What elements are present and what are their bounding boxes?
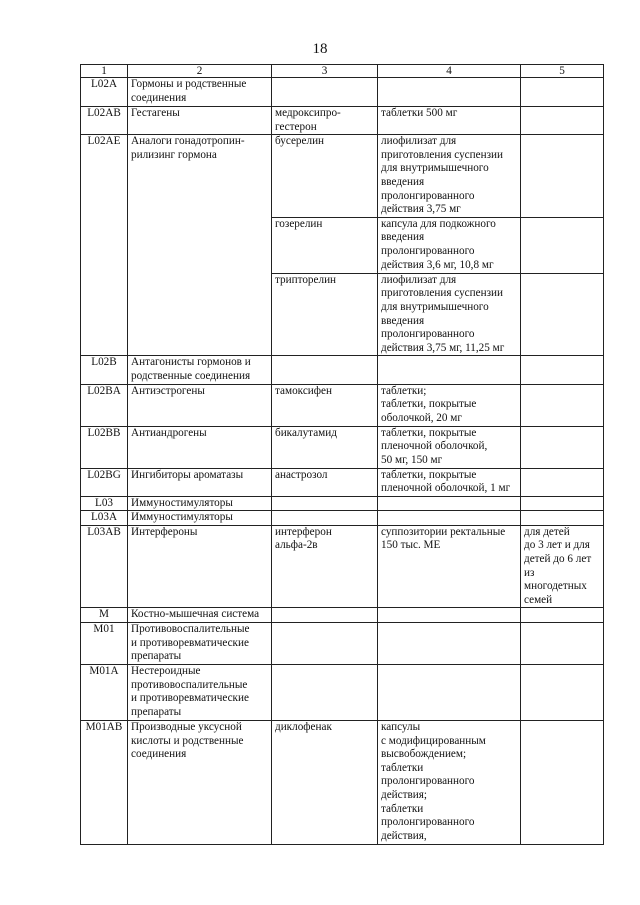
atc-group: Аналоги гонадотропин- рилизинг гормона: [128, 135, 272, 356]
atc-group: Интерфероны: [128, 525, 272, 608]
atc-group: Производные уксусной кислоты и родственные соединения: [128, 721, 272, 845]
note: [521, 665, 604, 721]
atc-code: L03A: [81, 511, 128, 526]
atc-code: M01A: [81, 665, 128, 721]
note: [521, 217, 604, 273]
note: [521, 511, 604, 526]
atc-group: Антиэстрогены: [128, 384, 272, 426]
atc-group: Гормоны и родственные соединения: [128, 78, 272, 107]
dosage-form: капсула для подкожного введения пролонгированного действия 3,6 мг, 10,8 мг: [378, 217, 521, 273]
note: [521, 273, 604, 356]
atc-code: L03: [81, 496, 128, 511]
atc-code: L02A: [81, 78, 128, 107]
dosage-form: [378, 608, 521, 623]
note: [521, 468, 604, 496]
substance: [272, 78, 378, 107]
atc-group: Противовоспалительные и противоревматические препараты: [128, 623, 272, 665]
substance: бусерелин: [272, 135, 378, 218]
table-row: [81, 721, 604, 845]
substance: [272, 356, 378, 384]
atc-group: Антагонисты гормонов и родственные соединения: [128, 356, 272, 384]
substance: тамоксифен: [272, 384, 378, 426]
table-row: [81, 356, 604, 384]
substance: [272, 511, 378, 526]
note: [521, 135, 604, 218]
dosage-form: таблетки, покрытые пленочной оболочкой, 50 мг, 150 мг: [378, 426, 521, 468]
substance: анастрозол: [272, 468, 378, 496]
table-row: [81, 135, 604, 218]
dosage-form: [378, 78, 521, 107]
table-row: [81, 426, 604, 468]
atc-code: M01AB: [81, 721, 128, 845]
dosage-form: [378, 496, 521, 511]
note: [521, 78, 604, 107]
table-row: [81, 496, 604, 511]
table-row: [81, 78, 604, 107]
atc-code: L02BB: [81, 426, 128, 468]
table-header-row: [81, 65, 604, 78]
substance: [272, 665, 378, 721]
note: [521, 721, 604, 845]
atc-group: Гестагены: [128, 107, 272, 135]
drug-list-table: [80, 64, 604, 845]
dosage-form: [378, 665, 521, 721]
note: для детей до 3 лет и для детей до 6 лет из многодетных семей: [521, 525, 604, 608]
atc-code: L02AB: [81, 107, 128, 135]
substance: [272, 623, 378, 665]
column-header: 1: [81, 65, 128, 78]
atc-group: Иммуностимуляторы: [128, 511, 272, 526]
substance: диклофенак: [272, 721, 378, 845]
atc-code: L03AB: [81, 525, 128, 608]
atc-group: Ингибиторы ароматазы: [128, 468, 272, 496]
dosage-form: [378, 511, 521, 526]
table-row: [81, 665, 604, 721]
table-row: [81, 623, 604, 665]
atc-code: M: [81, 608, 128, 623]
table-row: [81, 107, 604, 135]
note: [521, 356, 604, 384]
note: [521, 426, 604, 468]
note: [521, 608, 604, 623]
atc-group: Антиандрогены: [128, 426, 272, 468]
atc-group: Костно-мышечная система: [128, 608, 272, 623]
atc-group: Иммуностимуляторы: [128, 496, 272, 511]
substance: трипторелин: [272, 273, 378, 356]
note: [521, 107, 604, 135]
column-header: 3: [272, 65, 378, 78]
substance: [272, 608, 378, 623]
atc-code: L02BA: [81, 384, 128, 426]
table-row: [81, 511, 604, 526]
note: [521, 623, 604, 665]
column-header: 4: [378, 65, 521, 78]
substance: интерферон альфа-2в: [272, 525, 378, 608]
page-number: 18: [312, 41, 328, 57]
note: [521, 384, 604, 426]
atc-group: Нестероидные противовоспалительные и противоревматические препараты: [128, 665, 272, 721]
dosage-form: лиофилизат для приготовления суспензии для внутримышечного введения пролонгированного действия 3,75 мг, 11,25 мг: [378, 273, 521, 356]
atc-code: L02B: [81, 356, 128, 384]
dosage-form: суппозитории ректальные 150 тыс. МЕ: [378, 525, 521, 608]
table-row: [81, 525, 604, 608]
substance: бикалутамид: [272, 426, 378, 468]
atc-code: L02BG: [81, 468, 128, 496]
dosage-form: [378, 623, 521, 665]
substance: [272, 496, 378, 511]
dosage-form: лиофилизат для приготовления суспензии для внутримышечного введения пролонгированного действия 3,75 мг: [378, 135, 521, 218]
dosage-form: [378, 356, 521, 384]
atc-code: M01: [81, 623, 128, 665]
substance: медроксипро- гестерон: [272, 107, 378, 135]
dosage-form: таблетки; таблетки, покрытые оболочкой, 20 мг: [378, 384, 521, 426]
note: [521, 496, 604, 511]
dosage-form: таблетки, покрытые пленочной оболочкой, 1 мг: [378, 468, 521, 496]
dosage-form: таблетки 500 мг: [378, 107, 521, 135]
column-header: 2: [128, 65, 272, 78]
atc-code: L02AE: [81, 135, 128, 356]
table-row: [81, 608, 604, 623]
dosage-form: капсулы с модифицированным высвобождением; таблетки пролонгированного действия; таблетки пролонгированного действия,: [378, 721, 521, 845]
table-row: [81, 384, 604, 426]
substance: гозерелин: [272, 217, 378, 273]
column-header: 5: [521, 65, 604, 78]
table-row: [81, 468, 604, 496]
